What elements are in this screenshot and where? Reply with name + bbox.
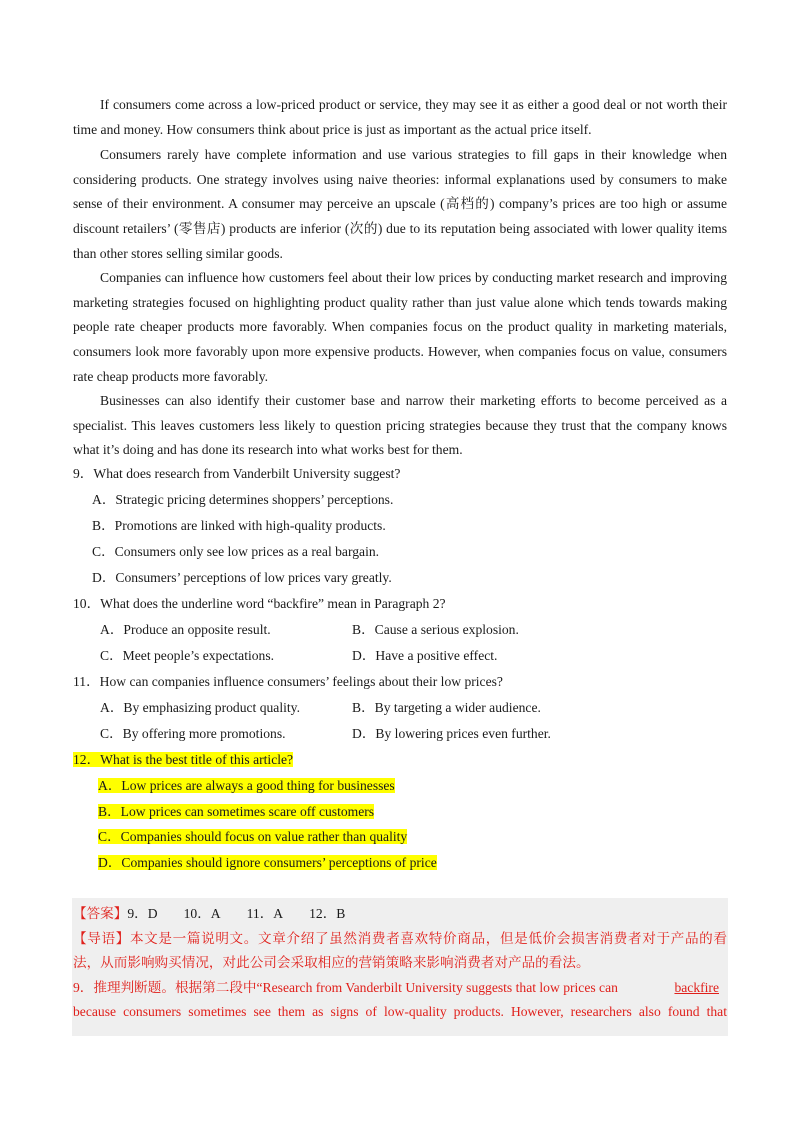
- question-10-stem: 10．What does the underline word “backfire” mean in Paragraph 2?: [73, 596, 446, 611]
- question-12-stem-highlight: 12．What is the best title of this article?: [73, 752, 294, 767]
- question-11-option-b: B．By targeting a wider audience.: [352, 700, 541, 715]
- answer-10: 10．A: [183, 906, 221, 921]
- question-11-stem: 11．How can companies influence consumers’ feelings about their low prices?: [73, 674, 503, 689]
- question-9-option-c: C．Consumers only see low prices as a real bargain.: [92, 544, 380, 559]
- question-12-option-b: [98, 802, 374, 822]
- explanation-line-2: because consumers sometimes see them as signs of low-quality products. However, researchers also found that: [73, 1004, 727, 1019]
- guide-line-2: 法，从而影响购买情况，对此公司会采取相应的营销策略来影响消费者对产品的看法。: [73, 955, 590, 970]
- option-b-highlight: B．Low prices can sometimes scare off customers: [98, 804, 375, 819]
- underlined-word-backfire: backfire: [674, 980, 719, 995]
- option-a-highlight: A．Low prices are always a good thing for businesses: [98, 778, 395, 793]
- explanation-line-1: [73, 976, 727, 1000]
- question-11-option-a: A．By emphasizing product quality.: [100, 700, 300, 715]
- passage-paragraph-2: Consumers rarely have complete information and use various strategies to fill gaps in their knowledge when considering products. One strategy involves using naive theories: informal explanations used by consumers to make sense of their environment. A consumer may perceive an upscale (高档的) company’s prices are too high or assume discount retailers’ (零售店) products are inferior (次的) due to its reputation being associated with lower quality items than other stores selling similar goods.: [73, 147, 727, 261]
- answer-12: 12．B: [309, 906, 346, 921]
- question-12-option-a: [98, 776, 395, 796]
- passage-paragraph-4: Businesses can also identify their customer base and narrow their marketing efforts to become perceived as a specialist. This leaves customers less likely to question pricing strategies because they trust that the company knows what it’s doing and has done its research into what works best for them.: [73, 393, 727, 458]
- question-11-option-d: D．By lowering prices even further.: [352, 726, 551, 741]
- question-9-option-b: B．Promotions are linked with high-quality products.: [92, 518, 386, 533]
- guide-label: 【导语】: [73, 931, 130, 946]
- option-d-highlight: D．Companies should ignore consumers’ perceptions of price: [98, 855, 437, 870]
- question-11-option-c: C．By offering more promotions.: [100, 726, 286, 741]
- question-10-option-d: D．Have a positive effect.: [352, 648, 498, 663]
- answer-11: 11．A: [246, 906, 284, 921]
- question-10-option-c: C．Meet people’s expectations.: [100, 648, 275, 663]
- option-c-highlight: C．Companies should focus on value rather than quality: [98, 829, 408, 844]
- passage-paragraph-3: Companies can influence how customers feel about their low prices by conducting market research and improving marketing strategies focused on highlighting product quality rather than just value alone which tends towards making people rate cheaper products more favorably. When companies focus on the product quality in marketing materials, consumers look more favorably upon more expensive products. However, when companies focus on value, consumers rate cheap products more favorably.: [73, 270, 727, 384]
- answer-label: 【答案】: [73, 906, 128, 921]
- question-12-option-c: [98, 827, 407, 847]
- passage-paragraph-1: If consumers come across a low-priced product or service, they may see it as either a good deal or not worth their time and money. How consumers think about price is just as important as the actual price itself.: [73, 97, 727, 137]
- answer-key-line: [73, 902, 727, 926]
- question-10-option-b: B．Cause a serious explosion.: [352, 622, 519, 637]
- question-9-stem: 9．What does research from Vanderbilt University suggest?: [73, 466, 401, 481]
- question-9-option-a: A．Strategic pricing determines shoppers’ perceptions.: [92, 492, 394, 507]
- question-12-option-d: [98, 853, 437, 873]
- guide-line-1: [73, 927, 727, 951]
- guide-text-1: 本文是一篇说明文。文章介绍了虽然消费者喜欢特价商品，但是低价会损害消费者对于产品的看: [129, 931, 728, 946]
- answer-9: 9．D: [127, 906, 158, 921]
- question-9-option-d: D．Consumers’ perceptions of low prices vary greatly.: [92, 570, 392, 585]
- explanation-text-1: 9．推理判断题。根据第二段中“Research from Vanderbilt University suggests that low prices can: [73, 980, 618, 995]
- question-10-option-a: A．Produce an opposite result.: [100, 622, 271, 637]
- question-12-stem: [73, 750, 293, 770]
